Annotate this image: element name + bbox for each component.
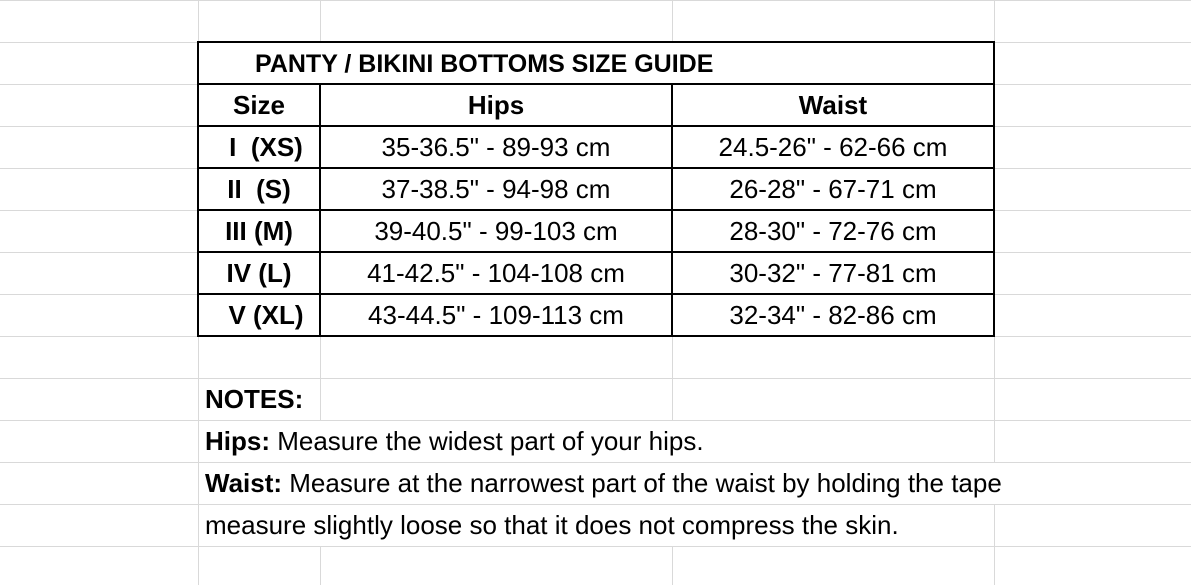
hips-cell[interactable]: 39-40.5" - 99-103 cm bbox=[374, 216, 618, 246]
size-cell[interactable]: V (XL) bbox=[228, 300, 304, 330]
note-hips-text: Measure the widest part of your hips. bbox=[270, 426, 704, 456]
grid-line bbox=[0, 378, 1191, 379]
waist-cell[interactable]: 24.5-26" - 62-66 cm bbox=[718, 132, 948, 162]
header-waist[interactable]: Waist bbox=[798, 90, 868, 120]
size-cell[interactable]: IV (L) bbox=[226, 258, 292, 288]
size-cell[interactable]: I (XS) bbox=[229, 132, 303, 162]
waist-cell[interactable]: 28-30" - 72-76 cm bbox=[729, 216, 937, 246]
note-waist-text: Measure at the narrowest part of the waist by holding the tape bbox=[282, 468, 1002, 498]
hips-cell[interactable]: 43-44.5" - 109-113 cm bbox=[368, 300, 624, 330]
note-waist[interactable] bbox=[205, 462, 1002, 504]
header-hips[interactable]: Hips bbox=[467, 90, 525, 120]
table-border bbox=[993, 41, 995, 337]
size-cell[interactable]: II (S) bbox=[227, 174, 291, 204]
size-guide-title[interactable]: PANTY / BIKINI BOTTOMS SIZE GUIDE bbox=[255, 50, 714, 78]
waist-cell[interactable]: 30-32" - 77-81 cm bbox=[729, 258, 937, 288]
grid-line bbox=[0, 546, 1191, 547]
waist-cell[interactable]: 32-34" - 82-86 cm bbox=[729, 300, 937, 330]
note-hips-label: Hips: bbox=[205, 426, 270, 456]
hips-cell[interactable]: 41-42.5" - 104-108 cm bbox=[367, 258, 625, 288]
note-waist-continued[interactable]: measure slightly loose so that it does not compress the skin. bbox=[205, 510, 899, 540]
waist-cell[interactable]: 26-28" - 67-71 cm bbox=[729, 174, 937, 204]
note-waist-label: Waist: bbox=[205, 468, 283, 498]
hips-cell[interactable]: 37-38.5" - 94-98 cm bbox=[381, 174, 611, 204]
grid-line bbox=[0, 0, 1191, 1]
hips-cell[interactable]: 35-36.5" - 89-93 cm bbox=[381, 132, 611, 162]
header-size[interactable]: Size bbox=[232, 90, 286, 120]
size-cell[interactable]: III (M) bbox=[225, 216, 293, 246]
notes-heading[interactable]: NOTES: bbox=[205, 384, 304, 414]
note-hips[interactable] bbox=[205, 420, 704, 462]
